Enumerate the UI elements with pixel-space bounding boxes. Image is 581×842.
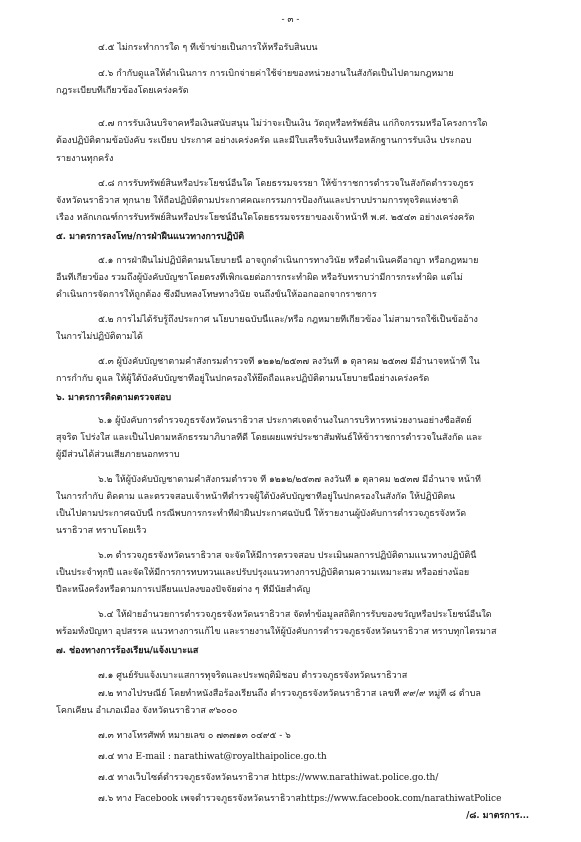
text-line: ๔.๗ การรับเงินบริจาคหรือเงินสนับสนุน ไม่ว่าจะเป็นเงิน วัตถุหรือทรัพย์สิน แก่กิจกรรมหรือโครงการใด — [98, 119, 488, 129]
section-heading: ๖. มาตรการติดตามตรวจสอบ — [56, 393, 172, 403]
section-heading: ๗. ช่องทางการร้องเรียน/แจ้งเบาะแส — [56, 646, 199, 656]
text-line: โคกเคียน อำเภอเมือง จังหวัดนราธิวาส ๙๖๐๐๐ — [56, 706, 238, 716]
text-line: ๖.๒ ให้ผู้บังคับบัญชาตามคำสั่งกรมตำรวจ ที่ ๑๒๑๒/๒๕๓๗ ลงวันที่ ๑ ตุลาคม ๒๕๓๗ มีอำนาจ หน้าที่ — [98, 475, 481, 485]
text-line: จังหวัดนราธิวาส ทุกนาย ให้ถือปฏิบัติตามประกาศคณะกรรมการป้องกันและปราบปรามการทุจริตแห่งชาติ — [56, 196, 459, 206]
text-line: ปีละหนึ่งครั้งหรือตามการเปลี่ยนแปลงของปัจจัยต่าง ๆ ที่มีนัยสำคัญ — [56, 585, 311, 595]
text-line: เป็นประจำทุกปี และจัดให้มีการการทบทวนและปรับปรุงแนวทางการปฏิบัติตามความเหมาะสม หรืออย่างน้อย — [56, 568, 470, 578]
text-line: อื่นที่เกี่ยวข้อง รวมถึงผู้บังคับบัญชาโดยตรงที่เพิกเฉยต่อการกระทำผิด หรือรับทราบว่ามีการกระทำผิด แต่ไม่ — [56, 273, 463, 283]
text-line: ผู้มีส่วนได้ส่วนเสียภายนอกทราบ — [56, 450, 180, 460]
text-line: ๗.๕ ทางเว็บไซต์ตำรวจภูธรจังหวัดนราธิวาส https://www.narathiwat.police.go.th/ — [98, 773, 439, 783]
text-line: ต้องปฏิบัติตามข้อบังคับ ระเบียบ ประกาศ อย่างเคร่งครัด และมีใบเสร็จรับเงินหรือหลักฐานการรับเงิน ประกอบ — [56, 136, 472, 146]
text-line: ๔.๖ กำกับดูแลให้ดำเนินการ การเบิกจ่ายค่าใช้จ่ายของหน่วยงานในสังกัดเป็นไปตามกฎหมาย — [98, 69, 454, 79]
text-line: ๗.๖ ทาง Facebook เพจตำรวจภูธรจังหวัดนราธิวาสhttps://www.facebook.com/narathiwatPolice — [98, 794, 502, 804]
text-line: กฎระเบียบที่เกี่ยวข้องโดยเคร่งครัด — [56, 86, 189, 96]
section-heading: ๕. มาตรการลงโทษ/การฝ่าฝืนแนวทางการปฏิบัติ — [56, 232, 245, 242]
text-line: ในการกำกับ ติดตาม และตรวจสอบเจ้าหน้าที่ตำรวจผู้ใต้บังคับบัญชาที่อยู่ในปกครองในสังกัด ให้ปฏิบัติตน — [56, 492, 456, 502]
continuation-marker: /๘. มาตรการ... — [466, 811, 529, 821]
text-line: ๔.๘ การรับทรัพย์สินหรือประโยชน์อื่นใด โดยธรรมจรรยา ให้ข้าราชการตำรวจในสังกัดตำรวจภูธร — [98, 179, 474, 189]
text-line: สุจริต โปร่งใส และเป็นไปตามหลักธรรมาภิบาลที่ดี โดยเผยแพร่ประชาสัมพันธ์ให้ข้าราชการตำรวจในสังกัด และ — [56, 433, 483, 443]
text-line: เป็นไปตามประกาศฉบับนี้ กรณีพบการกระทำที่ฝ่าฝืนประกาศฉบับนี้ ให้รายงานผู้บังคับการตำรวจภูธรจังหวัด — [56, 509, 467, 519]
text-line: ๗.๑ ศูนย์รับแจ้งเบาะแสการทุจริตและประพฤติมิชอบ ตำรวจภูธรจังหวัดนราธิวาส — [98, 671, 408, 681]
text-line: ๕.๒ การไม่ได้รับรู้ถึงประกาศ นโยบายฉบับนี้และ/หรือ กฎหมายที่เกี่ยวข้อง ไม่สามารถใช้เป็นข้ออ้าง — [98, 315, 478, 325]
text-line: ๖.๑ ผู้บังคับการตำรวจภูธรจังหวัดนราธิวาส ประกาศเจตจำนงในการบริหารหน่วยงานอย่างซื่อสัตย์ — [98, 416, 472, 426]
text-line: ดำเนินการจัดการให้ถูกต้อง ซึ่งมีบทลงโทษทางวินัย จนถึงขั้นให้ออกออกจากราชการ — [56, 290, 377, 300]
text-line: ๗.๓ ทางโทรศัพท์ หมายเลข ๐ ๗๓๗๑๓ ๐๔๙๕ - ๖ — [98, 731, 291, 741]
text-line: ๔.๕ ไม่กระทำการใด ๆ ที่เข้าข่ายเป็นการให้หรือรับสินบน — [98, 43, 318, 53]
text-line: นราธิวาส ทราบโดยเร็ว — [56, 526, 147, 536]
text-line: ๕.๑ การฝ่าฝืนไม่ปฏิบัติตามนโยบายนี้ อาจถูกดำเนินการทางวินัย หรือดำเนินคดีอาญา หรือกฎหมาย — [98, 256, 479, 266]
text-line: ในการไม่ปฏิบัติตามได้ — [56, 332, 143, 342]
text-line: พร้อมทั้งปัญหา อุปสรรค แนวทางการแก้ไข และรายงานให้ผู้บังคับการตำรวจภูธรจังหวัดนราธิวาส ทราบทุกไตรมาส — [56, 627, 497, 637]
page-number: - ๓ - — [281, 15, 300, 25]
text-line: ๕.๓ ผู้บังคับบัญชาตามคำสั่งกรมตำรวจที่ ๑๒๑๒/๒๕๓๗ ลงวันที่ ๑ ตุลาคม ๒๕๓๗ มีอำนาจหน้าที่ ใน — [98, 357, 480, 367]
text-line: ๗.๒ ทางไปรษณีย์ โดยทำหนังสือร้องเรียนถึง ตำรวจภูธรจังหวัดนราธิวาส เลขที่ ๙๙/๙ หมู่ที่ ๘ ตำบล — [98, 689, 481, 699]
text-line: ๖.๔ ให้ฝ่ายอำนวยการตำรวจภูธรจังหวัดนราธิวาส จัดทำข้อมูลสถิติการรับของขวัญหรือประโยชน์อื่นใด — [98, 610, 492, 620]
text-line: การกำกับ ดูแล ให้ผู้ใต้บังคับบัญชาที่อยู่ในปกครองให้ยึดถือและปฏิบัติตามนโยบายนี้อย่างเคร่งครัด — [56, 374, 430, 384]
text-line: ๖.๓ ตำรวจภูธรจังหวัดนราธิวาส จะจัดให้มีการตรวจสอบ ประเมินผลการปฏิบัติตามแนวทางปฏิบัตินี้ — [98, 551, 477, 561]
text-line: รายงานทุกครั้ง — [56, 154, 114, 164]
text-line: เรื่อง หลักเกณฑ์การรับทรัพย์สินหรือประโยชน์อื่นใดโดยธรรมจรรยาของเจ้าหน้าที่ พ.ศ. ๒๕๔๓ อย่างเคร่งครัด — [56, 213, 475, 223]
text-line: ๗.๔ ทาง E-mail : narathiwat@royalthaipolice.go.th — [98, 752, 327, 762]
